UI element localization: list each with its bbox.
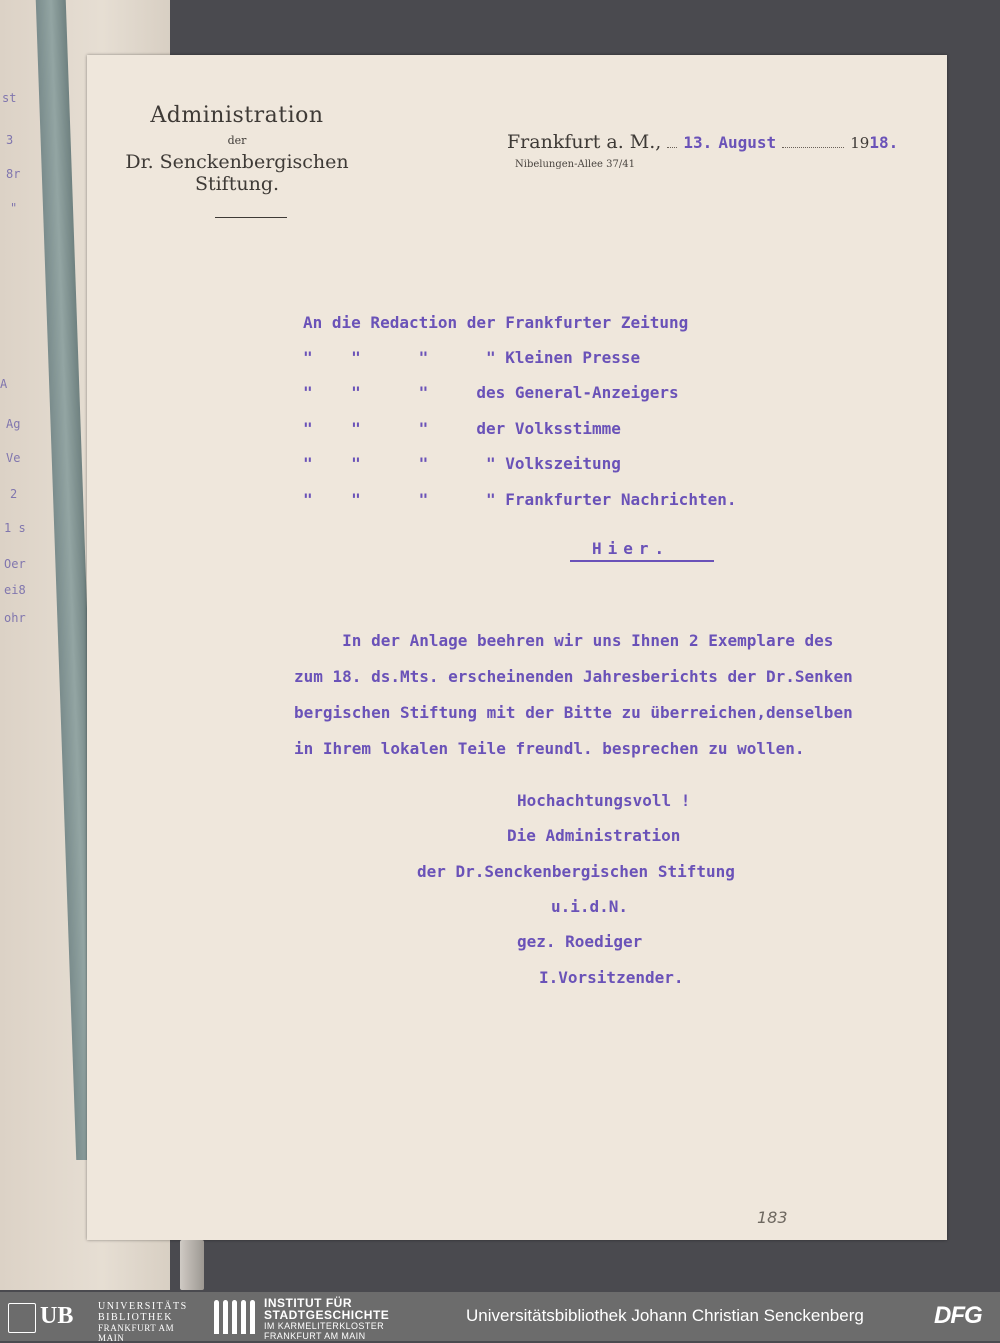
- body-line: in Ihrem lokalen Teile freundl. besprechen zu wollen.: [294, 739, 805, 758]
- dotted-fill: [782, 147, 844, 148]
- back-fragment: A: [0, 377, 8, 391]
- isg-line1: INSTITUT FÜR: [264, 1296, 352, 1310]
- letter-page: [87, 55, 947, 1240]
- dotted-fill: [667, 147, 677, 148]
- closing-line: Die Administration: [507, 826, 681, 845]
- closing-line: u.i.d.N.: [551, 897, 629, 916]
- letterhead-rule: [215, 217, 287, 218]
- recipient-line: " " " " Frankfurter Nachrichten.: [303, 490, 737, 509]
- isg-line3: IM KARMELITERKLOSTER: [264, 1321, 385, 1331]
- isg-line2: STADTGESCHICHTE: [264, 1308, 390, 1322]
- dateline-year-suffix: 18.: [869, 133, 899, 152]
- portrait-icon: [8, 1303, 36, 1333]
- dateline: [507, 131, 898, 153]
- recipient-line: " " " des General-Anzeigers: [303, 383, 679, 402]
- recipient-line: " " " " Kleinen Presse: [303, 348, 641, 367]
- ub-line1: UNIVERSITÄTS: [98, 1301, 188, 1312]
- ub-letters: UB: [40, 1303, 74, 1329]
- recipient-line: " " " der Volksstimme: [303, 419, 621, 438]
- dateline-place: Frankfurt a. M.,: [507, 131, 662, 153]
- closing-line: Hochachtungsvoll !: [517, 791, 691, 810]
- isg-line4: FRANKFURT AM MAIN: [264, 1331, 366, 1341]
- letterhead-foundation: Dr. Senckenbergischen Stiftung.: [125, 151, 349, 195]
- letterhead-address: Nibelungen-Allee 37/41: [515, 159, 635, 170]
- ub-logo[interactable]: [8, 1301, 198, 1343]
- metal-clip: [180, 1240, 204, 1290]
- back-fragment: 8r: [6, 167, 21, 181]
- dateline-month: August: [718, 133, 777, 152]
- back-fragment: 3: [6, 133, 14, 147]
- ub-line2: BIBLIOTHEK: [98, 1312, 173, 1323]
- letterhead-title: Administration: [150, 103, 324, 128]
- back-fragment: Oer: [4, 557, 26, 571]
- hier-line: Hier.: [570, 539, 714, 562]
- back-fragment: ohr: [4, 611, 26, 625]
- footer-bar: [0, 1292, 1000, 1341]
- library-name[interactable]: Universitätsbibliothek Johann Christian Senckenberg: [466, 1306, 864, 1325]
- body-line: In der Anlage beehren wir uns Ihnen 2 Exemplare des: [294, 631, 834, 650]
- recipient-line: An die Redaction der Frankfurter Zeitung: [303, 313, 689, 332]
- letterhead-der: der: [227, 134, 247, 147]
- arches-icon[interactable]: [214, 1300, 256, 1334]
- pencil-page-number: 183: [757, 1208, 788, 1227]
- closing-line: der Dr.Senckenbergischen Stiftung: [417, 862, 735, 881]
- closing-line: I.Vorsitzender.: [539, 968, 684, 987]
- closing-line: gez. Roediger: [517, 932, 643, 951]
- back-fragment: 2: [10, 487, 18, 501]
- dfg-logo[interactable]: DFG: [934, 1302, 982, 1329]
- back-fragment: st: [2, 91, 17, 105]
- ub-line3: FRANKFURT AM MAIN: [98, 1323, 175, 1343]
- isg-logo[interactable]: [264, 1297, 389, 1341]
- body-line: zum 18. ds.Mts. erscheinenden Jahresberichts der Dr.Senken: [294, 667, 853, 686]
- back-fragment: ei8: [4, 583, 26, 597]
- back-fragment: ": [10, 201, 18, 215]
- back-fragment: Ve: [6, 451, 21, 465]
- body-line: bergischen Stiftung mit der Bitte zu überreichen,denselben: [294, 703, 853, 722]
- dateline-year-prefix: 19: [850, 134, 870, 152]
- letterhead: [87, 103, 387, 218]
- back-fragment: Ag: [6, 417, 21, 431]
- dateline-day: 13.: [683, 133, 713, 152]
- recipient-line: " " " " Volkszeitung: [303, 454, 621, 473]
- back-fragment: 1 s: [4, 521, 26, 535]
